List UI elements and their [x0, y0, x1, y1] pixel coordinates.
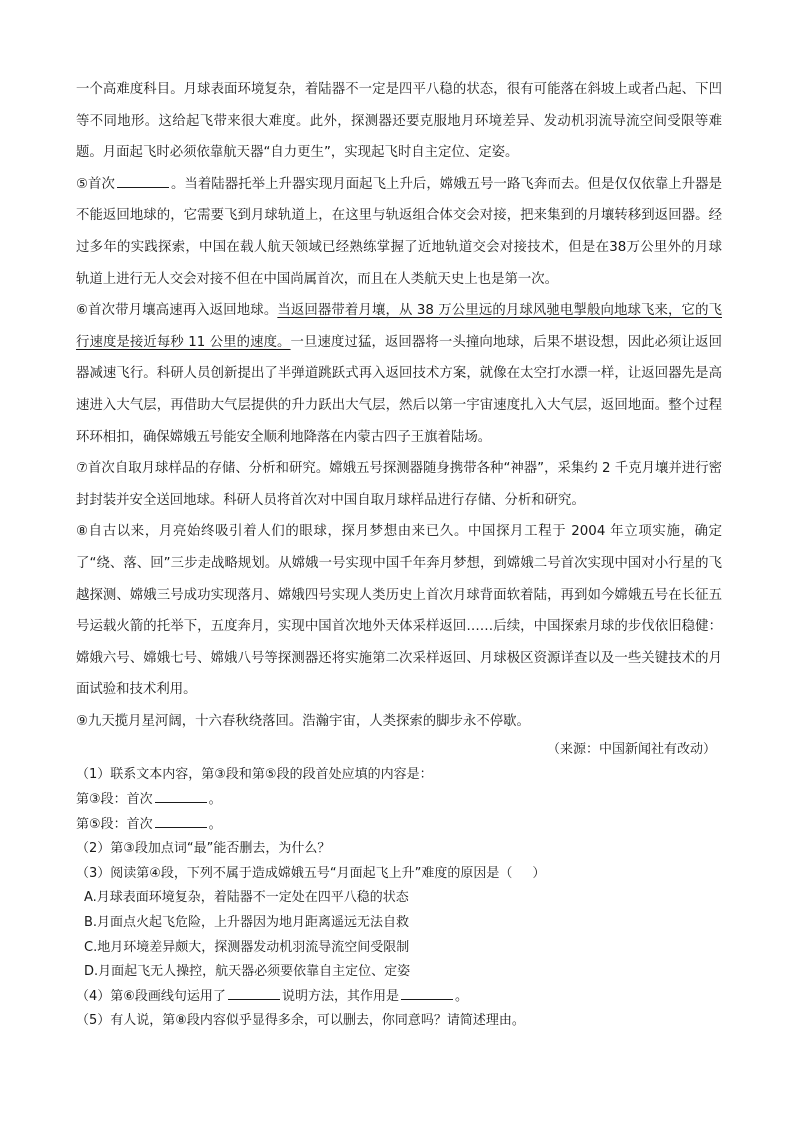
question-5: （5）有人说，第⑧段内容似乎显得多余，可以删去，你同意吗？请简述理由。: [76, 1013, 525, 1029]
paragraph-7: ⑦首次自取月球样品的存储、分析和研究。嫦娥五号探测器随身携带各种“神器”，采集约 2 千克月壤并进行密封封装并安全送回地球。科研人员将首次对中国自取月球样品进行存储、分析和研究。: [76, 461, 722, 508]
paragraph-8: ⑧自古以来，月亮始终吸引着人们的眼球，探月梦想由来已久。中国探月工程于 2004 年立项实施，确定了“绕、落、回”三步走战略规划。从嫦娥一号实现中国千年奔月梦想，到嫦娥二号首次实现中国对小行星的飞越探测、嫦娥三号成功实现落月、嫦娥四号实现人类历史上首次月球背面软着陆，再到如今嫦娥五号在长征五号运载火箭的托举下，五度奔月，实现中国首次地外天体采样返回……后续，中国探索月球的步伐依旧稳健：嫦娥六号、嫦娥七号、嫦娥八号等探测器还将实施第二次采样返回、月球极区资源详查以及一些关键技术的月面试验和技术利用。: [76, 524, 722, 698]
question-3-text: （3）阅读第④段，下列不属于造成嫦娥五号“月面起飞上升”难度的原因是（: [76, 865, 513, 881]
source-note: （来源：中国新闻社有改动）: [546, 742, 716, 758]
blank-line: [117, 173, 169, 188]
answer-blank[interactable]: [155, 788, 207, 803]
question-1-b-label: 第⑤段：首次: [76, 816, 153, 832]
paragraph-5-head: ⑤首次: [76, 176, 115, 192]
paragraph-5-body: 。当着陆器托举上升器实现月面起飞上升后，嫦娥五号一路飞奔而去。但是仅仅依靠上升器是不能返回地球的，它需要飞到月球轨道上，在这里与轨返组合体交会对接，把来集到的月壤转移到返回器。经过多年的实践探索，中国在载人航天领域已经熟练掌握了近地轨道交会对接技术，但是在38万公里外的月球轨道上进行无人交会对接不但在中国尚属首次，而且在人类航天史上也是第一次。: [76, 176, 722, 287]
paragraph-6-head: ⑥首次带月壤高速再入返回地球。: [76, 303, 278, 319]
underlined-sentence: 当返回器带着月壤，从 38 万公里远的月球风驰电掣般向地球飞来，它的飞行速度是接近每秒 11 公里的速度。: [76, 303, 722, 350]
document-page: [76, 74, 722, 1034]
option-c[interactable]: C.地月环境差异颇大，探测器发动机羽流导流空间受限制: [84, 939, 410, 955]
option-a[interactable]: A.月球表面环境复杂，着陆器不一定处在四平八稳的状态: [84, 890, 409, 906]
paragraph-intro: 一个高难度科目。月球表面环境复杂，着陆器不一定是四平八稳的状态，很有可能落在斜坡上或者凸起、下凹等不同地形。这给起飞带来很大难度。此外，探测器还要克服地月环境差异、发动机羽流导流空间受限等难题。月面起飞时必须依靠航天器“自力更生”，实现起飞时自主定位、定姿。: [76, 82, 722, 161]
period: 。: [208, 792, 222, 808]
question-4: [76, 985, 722, 1010]
question-3-close: ）: [532, 865, 546, 881]
question-1-a: [76, 788, 722, 813]
question-4-end: 。: [454, 988, 468, 1004]
answer-blank[interactable]: [155, 813, 207, 828]
option-d[interactable]: D.月面起飞无人操控，航天器必须要依靠自主定位、定姿: [84, 964, 411, 980]
question-2: （2）第③段加点词“最”能否删去，为什么？: [76, 841, 331, 857]
paragraph-9: ⑨九天揽月星河阔，十六春秋绕落回。浩瀚宇宙，人类探索的脚步永不停歇。: [76, 713, 530, 729]
paragraph-6: [76, 295, 722, 453]
question-4-mid: 说明方法，其作用是: [281, 988, 399, 1004]
answer-blank[interactable]: [401, 985, 453, 1000]
question-4-text: （4）第⑥段画线句运用了: [76, 988, 226, 1004]
question-1-a-label: 第③段：首次: [76, 792, 153, 808]
answer-blank[interactable]: [228, 985, 280, 1000]
paragraph-5: [76, 169, 722, 295]
question-1-b: [76, 813, 722, 838]
paragraph-6-body: 一旦速度过猛，返回器将一头撞向地球，后果不堪设想，因此必须让返回器减速飞行。科研人员创新提出了半弹道跳跃式再入返回技术方案，就像在太空打水漂一样，让返回器先是高速进入大气层，再借助大气层提供的升力跃出大气层，然后以第一宇宙速度扎入大气层，返回地面。整个过程环环相扣，确保嫦娥五号能安全顺利地降落在内蒙古四子王旗着陆场。: [76, 334, 722, 445]
period: 。: [208, 816, 222, 832]
question-3: [76, 862, 722, 887]
option-b[interactable]: B.月面点火起飞危险，上升器因为地月距离遥远无法自救: [84, 915, 410, 931]
question-1: （1）联系文本内容，第③段和第⑤段的段首处应填的内容是：: [76, 767, 433, 783]
